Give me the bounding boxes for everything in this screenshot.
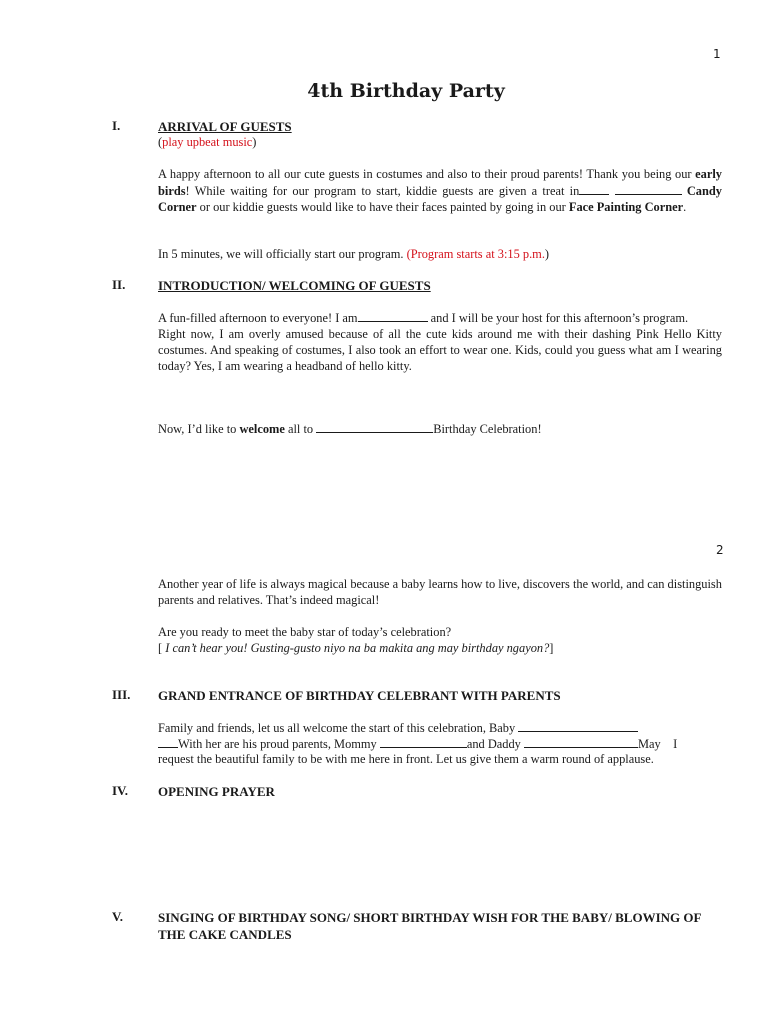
section-heading: GRAND ENTRANCE OF BIRTHDAY CELEBRANT WITH PARENTS [158, 688, 561, 703]
welcome-line: Now, I’d like to welcome all to Birthday Celebration! [158, 422, 542, 436]
entrance-line-3: request the beautiful family to be with me here in front. Let us give them a warm round of applause. [158, 752, 654, 766]
section-heading: OPENING PRAYER [158, 784, 275, 799]
section-heading: ARRIVAL OF GUESTS [158, 119, 292, 134]
music-cue: (play upbeat music) [158, 135, 257, 149]
section-numeral: V. [112, 909, 123, 924]
italic-cue: [ I can’t hear you! Gusting-gusto niyo na ba makita ang may birthday ngayon?] [158, 641, 554, 655]
page-number: 1 [713, 47, 721, 61]
arrival-paragraph: A happy afternoon to all our cute guests in costumes and also to their proud parents! Thank you being our early birds! While waiting for our program to start, kiddie guests are given a treat in Candy Corner or our kiddie guests would like to have their faces painted by going in our Face Painting Corner. [158, 167, 722, 214]
entrance-line-2: With her are his proud parents, Mommy and Daddy May I [158, 735, 722, 752]
section-numeral: II. [112, 277, 126, 292]
magical-paragraph: Another year of life is always magical because a baby learns how to live, discovers the world, and can distinguish parents and relatives. That’s indeed magical! [158, 577, 722, 607]
page-number: 2 [716, 543, 724, 557]
host-intro-paragraph: A fun-filled afternoon to everyone! I am and I will be your host for this afternoon’s program. Right now, I am overly amused because of all the cute kids around me with their dashing Pink Hello Kitty costumes. And speaking of costumes, I also took an effort to wear one. Kids, could you guess what am I wearing today? Yes, I am wearing a headband of hello kitty. [158, 311, 722, 373]
section-numeral: IV. [112, 783, 129, 798]
section-numeral: I. [112, 118, 121, 133]
section-numeral: III. [112, 687, 131, 702]
program-start-note: In 5 minutes, we will officially start our program. (Program starts at 3:15 p.m.) [158, 247, 550, 261]
entrance-line-1: Family and friends, let us all welcome the start of this celebration, Baby [158, 719, 722, 736]
question-line: Are you ready to meet the baby star of today’s celebration? [158, 625, 452, 639]
document-title: 4th Birthday Party [307, 80, 505, 102]
section-heading: INTRODUCTION/ WELCOMING OF GUESTS [158, 278, 431, 293]
section-heading: SINGING OF BIRTHDAY SONG/ SHORT BIRTHDAY WISH FOR THE BABY/ BLOWING OF THE CAKE CANDLES [158, 910, 701, 942]
